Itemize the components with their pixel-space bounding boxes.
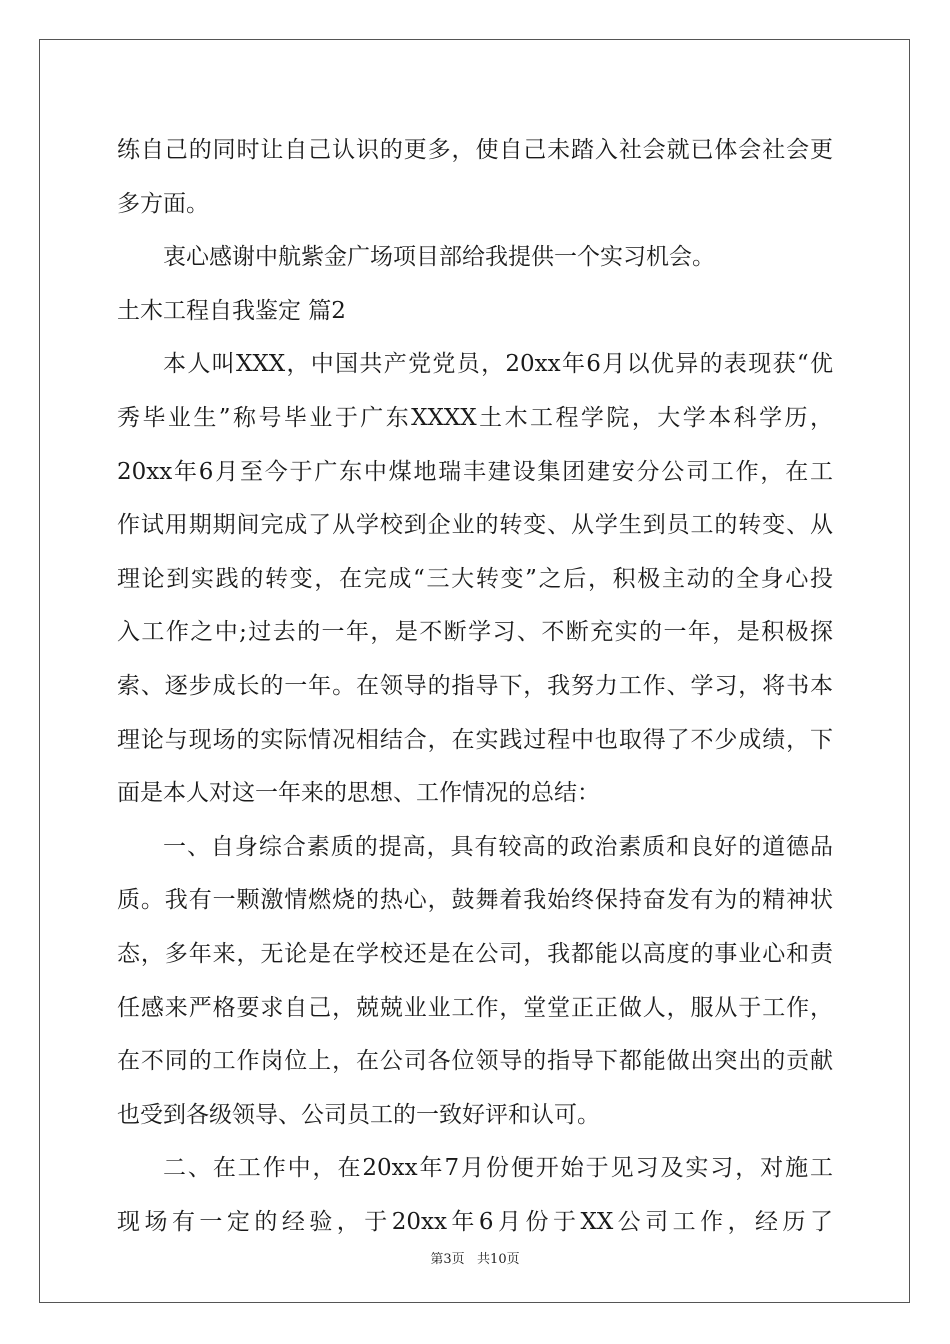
paragraph-line: 一、自身综合素质的提高，具有较高的政治素质和良好的道德品 <box>163 833 833 860</box>
paragraph-line: 作试用期期间完成了从学校到企业的转变、从学生到员工的转变、从 <box>117 512 833 539</box>
paragraph-line: 本人叫XXX，中国共产党党员，20xx年6月以优异的表现获“优 <box>163 351 833 378</box>
paragraph-line: 秀毕业生”称号毕业于广东XXXX土木工程学院，大学本科学历， <box>117 404 833 431</box>
paragraph-line: 也受到各级领导、公司员工的一致好评和认可。 <box>117 1101 600 1128</box>
paragraph-line: 二、在工作中，在20xx年7月份便开始于见习及实习，对施工 <box>163 1155 833 1182</box>
paragraph-line: 练自己的同时让自己认识的更多，使自己未踏入社会就已体会社会更 <box>117 137 833 163</box>
paragraph-line: 多方面。 <box>117 190 209 217</box>
paragraph-line: 任感来严格要求自己，兢兢业业工作，堂堂正正做人，服从于工作， <box>117 994 833 1021</box>
paragraph-line: 面是本人对这一年来的思想、工作情况的总结： <box>117 780 600 807</box>
paragraph-line: 现场有一定的经验，于20xx年6月份于XX公司工作，经历了 <box>117 1208 833 1235</box>
paragraph-line: 在不同的工作岗位上，在公司各位领导的指导下都能做出突出的贡献 <box>117 1048 833 1075</box>
paragraph-line: 衷心感谢中航紫金广场项目部给我提供一个实习机会。 <box>163 244 715 271</box>
paragraph-line: 理论到实践的转变，在完成“三大转变”之后，积极主动的全身心投 <box>117 565 833 592</box>
paragraph-line: 理论与现场的实际情况相结合，在实践过程中也取得了不少成绩，下 <box>117 726 833 753</box>
paragraph-line: 索、逐步成长的一年。在领导的指导下，我努力工作、学习，将书本 <box>117 672 833 699</box>
paragraph-line: 质。我有一颗激情燃烧的热心，鼓舞着我始终保持奋发有为的精神状 <box>117 887 833 914</box>
paragraph-line: 态，多年来，无论是在学校还是在公司，我都能以高度的事业心和责 <box>117 940 833 967</box>
page-number-footer: 第3页 共10页 <box>430 1252 520 1267</box>
document-body <box>117 124 833 1249</box>
paragraph-line: 20xx年6月至今于广东中煤地瑞丰建设集团建安分公司工作，在工 <box>117 458 833 485</box>
section-heading: 土木工程自我鉴定 篇2 <box>117 297 346 324</box>
paragraph-line: 入工作之中;过去的一年，是不断学习、不断充实的一年，是积极探 <box>117 619 833 646</box>
